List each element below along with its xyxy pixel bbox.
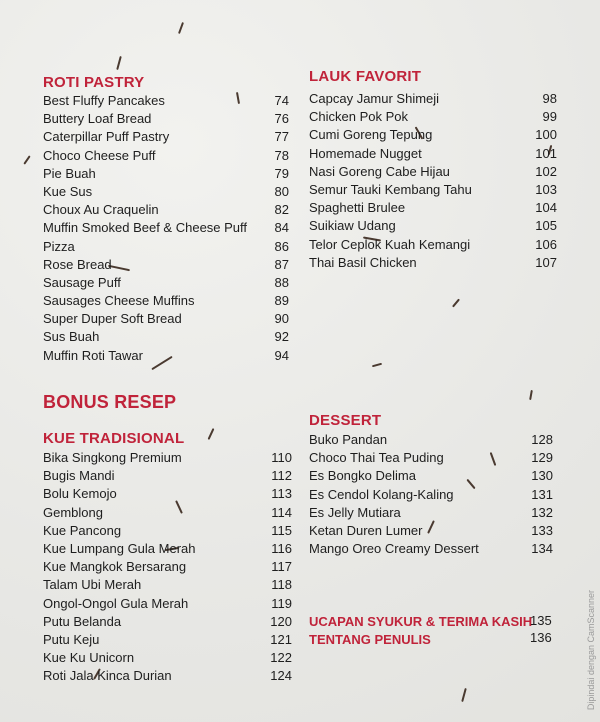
- item-name: Buttery Loaf Bread: [43, 111, 152, 127]
- list-item: [309, 504, 553, 522]
- kue-tradisional-list: [43, 449, 292, 685]
- item-page: 99: [542, 109, 557, 125]
- item-page: 105: [535, 218, 557, 234]
- list-item: [43, 504, 292, 522]
- item-page: 94: [274, 347, 289, 363]
- item-page: 121: [270, 631, 292, 647]
- item-page: 120: [270, 613, 292, 629]
- item-name: Capcay Jamur Shimeji: [309, 91, 440, 106]
- item-name: Ongol-Ongol Gula Merah: [43, 595, 189, 611]
- item-page: 131: [531, 486, 553, 502]
- item-page: 106: [535, 236, 557, 252]
- list-item: [309, 254, 557, 272]
- paper-fleck: [23, 155, 30, 164]
- item-page: 116: [271, 540, 292, 556]
- list-item: [43, 201, 289, 219]
- item-page: 134: [531, 541, 553, 557]
- paper-fleck: [461, 688, 467, 702]
- item-page: 124: [270, 668, 292, 684]
- item-page: 79: [274, 165, 289, 181]
- list-item: [309, 540, 553, 558]
- list-item: [43, 219, 289, 237]
- item-name: Cumi Goreng Tepung: [309, 127, 433, 143]
- list-item: [309, 90, 557, 108]
- item-page: 133: [531, 522, 553, 538]
- item-page: 115: [271, 522, 292, 538]
- item-name: Rose Bread: [43, 256, 112, 272]
- item-name: Roti Jala Kinca Durian: [43, 668, 172, 684]
- item-page: 112: [271, 468, 292, 484]
- paper-fleck: [178, 22, 184, 34]
- item-page: 119: [271, 595, 292, 611]
- item-name: Homemade Nugget: [309, 145, 422, 161]
- item-name: Talam Ubi Merah: [43, 577, 142, 593]
- ucapan-syukur-page: 135: [530, 613, 552, 628]
- lauk-favorit-list: [309, 90, 557, 272]
- list-item: [309, 236, 557, 254]
- list-item: [309, 163, 557, 181]
- item-page: 103: [535, 181, 557, 197]
- list-item: [43, 238, 289, 256]
- item-name: Gemblong: [43, 504, 103, 520]
- item-page: 77: [274, 129, 289, 145]
- list-item: [43, 328, 289, 346]
- list-item: [43, 449, 292, 467]
- list-item: [309, 522, 553, 540]
- item-page: 122: [270, 650, 292, 666]
- item-page: 74: [274, 93, 289, 108]
- item-name: Sausages Cheese Muffins: [43, 293, 195, 309]
- list-item: [43, 522, 292, 540]
- paper-fleck: [452, 299, 460, 308]
- item-name: Kue Pancong: [43, 522, 122, 538]
- list-item: [43, 128, 289, 146]
- item-name: Sausage Puff: [43, 274, 121, 290]
- list-item: [309, 486, 553, 504]
- list-item: [43, 165, 289, 183]
- item-page: 132: [531, 504, 553, 520]
- list-item: [309, 199, 557, 217]
- paper-fleck: [529, 390, 533, 400]
- list-item: [43, 667, 292, 685]
- item-name: Buko Pandan: [309, 432, 388, 447]
- item-name: Thai Basil Chicken: [309, 254, 417, 270]
- item-page: 76: [274, 111, 289, 127]
- item-name: Es Jelly Mutiara: [309, 504, 401, 520]
- list-item: [43, 310, 289, 328]
- item-name: Kue Ku Unicorn: [43, 650, 135, 666]
- item-page: 128: [531, 432, 553, 447]
- list-item: [43, 576, 292, 594]
- item-page: 110: [271, 450, 292, 465]
- list-item: [43, 183, 289, 201]
- paper-fleck: [116, 56, 122, 70]
- item-name: Telor Ceplok Kuah Kemangi: [309, 236, 471, 252]
- item-name: Es Bongko Delima: [309, 468, 416, 484]
- item-name: Bugis Mandi: [43, 468, 115, 484]
- list-item: [43, 467, 292, 485]
- item-page: 100: [535, 127, 557, 143]
- item-name: Bika Singkong Premium: [43, 450, 182, 465]
- list-item: [309, 126, 557, 144]
- item-name: Chicken Pok Pok: [309, 109, 408, 125]
- list-item: [43, 110, 289, 128]
- item-page: 113: [271, 486, 292, 502]
- list-item: [43, 147, 289, 165]
- list-item: [43, 649, 292, 667]
- item-name: Kue Lumpang Gula Merah: [43, 540, 196, 556]
- item-page: 80: [274, 183, 289, 199]
- item-name: Ketan Duren Lumer: [309, 522, 423, 538]
- dessert-list: [309, 431, 553, 558]
- item-page: 101: [535, 145, 557, 161]
- ucapan-syukur-label: UCAPAN SYUKUR & TERIMA KASIH: [309, 614, 533, 629]
- item-page: 82: [274, 202, 289, 218]
- item-page: 78: [274, 147, 289, 163]
- item-name: Super Duper Soft Bread: [43, 311, 182, 327]
- item-name: Choco Thai Tea Puding: [309, 450, 444, 466]
- list-item: [43, 347, 289, 365]
- list-item: [309, 467, 553, 485]
- tentang-penulis-page: 136: [530, 630, 552, 645]
- list-item: [43, 558, 292, 576]
- item-name: Choco Cheese Puff: [43, 147, 156, 163]
- list-item: [309, 145, 557, 163]
- item-name: Bolu Kemojo: [43, 486, 117, 502]
- list-item: [43, 292, 289, 310]
- item-page: 129: [531, 450, 553, 466]
- item-page: 88: [274, 274, 289, 290]
- list-item: [309, 431, 553, 449]
- item-page: 98: [542, 91, 557, 106]
- paper-fleck: [208, 428, 215, 440]
- item-name: Sus Buah: [43, 329, 100, 345]
- item-page: 114: [271, 504, 292, 520]
- list-item: [43, 595, 292, 613]
- section-title-dessert: DESSERT: [309, 412, 382, 429]
- list-item: [43, 485, 292, 503]
- item-page: 104: [535, 200, 557, 216]
- tentang-penulis-label: TENTANG PENULIS: [309, 632, 431, 647]
- item-name: Muffin Roti Tawar: [43, 347, 143, 363]
- list-item: [309, 108, 557, 126]
- list-item: [43, 540, 292, 558]
- item-name: Muffin Smoked Beef & Cheese Puff: [43, 220, 248, 236]
- section-title-kue-tradisional: KUE TRADISIONAL: [43, 430, 185, 447]
- list-item: [43, 631, 292, 649]
- item-page: 107: [535, 254, 557, 270]
- list-item: [43, 92, 289, 110]
- section-title-lauk-favorit: LAUK FAVORIT: [309, 68, 422, 85]
- item-page: 84: [274, 220, 289, 236]
- paper-fleck: [372, 363, 382, 368]
- list-item: [43, 256, 289, 274]
- section-title-roti-pastry: ROTI PASTRY: [43, 74, 145, 91]
- item-page: 102: [535, 163, 557, 179]
- item-name: Es Cendol Kolang-Kaling: [309, 486, 454, 502]
- item-name: Semur Tauki Kembang Tahu: [309, 181, 472, 197]
- roti-pastry-list: [43, 92, 289, 365]
- list-item: [43, 613, 292, 631]
- item-page: 90: [274, 311, 289, 327]
- list-item: [309, 181, 557, 199]
- list-item: [43, 274, 289, 292]
- item-name: Best Fluffy Pancakes: [43, 93, 165, 108]
- item-page: 118: [271, 577, 292, 593]
- item-page: 117: [271, 559, 292, 575]
- item-name: Kue Sus: [43, 183, 93, 199]
- item-page: 87: [274, 256, 289, 272]
- item-name: Caterpillar Puff Pastry: [43, 129, 170, 145]
- list-item: [309, 449, 553, 467]
- item-page: 130: [531, 468, 553, 484]
- item-name: Suikiaw Udang: [309, 218, 396, 234]
- scanner-watermark: Dipindai dengan CamScanner: [586, 590, 596, 711]
- item-page: 86: [274, 238, 289, 254]
- item-name: Nasi Goreng Cabe Hijau: [309, 163, 450, 179]
- item-name: Spaghetti Brulee: [309, 200, 406, 216]
- item-name: Putu Keju: [43, 631, 100, 647]
- item-name: Putu Belanda: [43, 613, 122, 629]
- item-name: Kue Mangkok Bersarang: [43, 559, 187, 575]
- item-name: Mango Oreo Creamy Dessert: [309, 541, 479, 557]
- list-item: [309, 217, 557, 235]
- item-page: 92: [274, 329, 289, 345]
- item-page: 89: [274, 293, 289, 309]
- item-name: Choux Au Craquelin: [43, 202, 159, 218]
- item-name: Pizza: [43, 238, 75, 254]
- section-title-bonus-resep: BONUS RESEP: [43, 392, 177, 412]
- item-name: Pie Buah: [43, 165, 96, 181]
